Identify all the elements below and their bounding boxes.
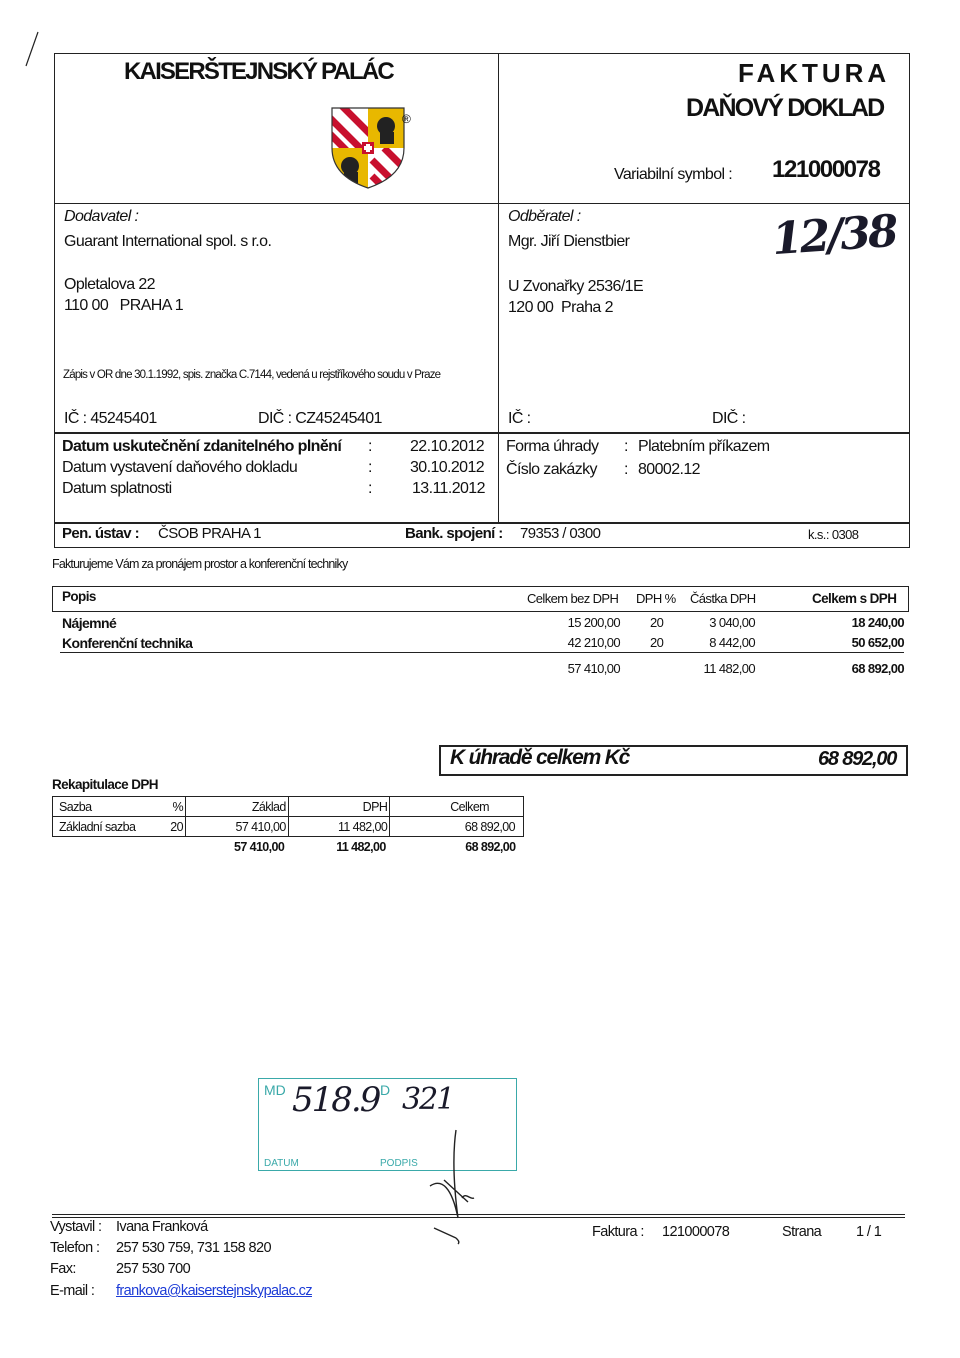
variable-symbol-label: Variabilní symbol : [614, 166, 733, 183]
vat-header-percent: % [157, 797, 186, 817]
payment-list [506, 438, 906, 484]
payment-value: 80002.12 [638, 461, 700, 478]
stamp-signature-label: PODPIS [380, 1158, 418, 1169]
issued-by-value: Ivana Franková [116, 1219, 208, 1235]
item-net: 42 210,00 [567, 635, 620, 650]
bank-name: ČSOB PRAHA 1 [158, 525, 261, 542]
footer-invoice-value: 121000078 [662, 1224, 730, 1240]
vat-header-total: Celkem [390, 797, 524, 817]
handwritten-invoice-number: 12/38 [770, 205, 898, 266]
vat-header-vat: DPH [288, 797, 390, 817]
stamp-d-label: D [380, 1082, 391, 1098]
fax-label: Fax: [50, 1261, 76, 1277]
vat-total-total: 68 892,00 [465, 839, 516, 854]
phone-value: 257 530 759, 731 158 820 [116, 1240, 271, 1256]
footer-rule-2 [52, 1217, 905, 1218]
date-row [62, 459, 492, 480]
header-divider-vertical [498, 53, 499, 433]
variable-symbol-value: 121000078 [772, 156, 880, 183]
vat-total-base: 57 410,00 [234, 839, 285, 854]
vat-recap-table [52, 796, 524, 857]
date-label: Datum splatnosti [62, 480, 172, 497]
vat-header-rate: Sazba [53, 797, 158, 817]
footer-rule [52, 1214, 905, 1215]
table-row [53, 817, 524, 837]
date-row [62, 480, 492, 501]
vat-recap-title: Rekapitulace DPH [52, 777, 158, 792]
payment-label: Forma úhrady [506, 438, 599, 455]
customer-name: Mgr. Jiří Dienstbier [508, 233, 630, 250]
supplier-dic: DIČ : CZ45245401 [258, 410, 382, 427]
supplier-heading: Dodavatel : [64, 208, 139, 225]
supplier-name: Guarant International spol. s r.o. [64, 233, 272, 250]
pen-stroke-mark [22, 30, 42, 70]
vat-total-vat: 11 482,00 [336, 839, 386, 854]
vat-row-total: 68 892,00 [390, 817, 524, 837]
item-net: 15 200,00 [567, 615, 620, 630]
customer-city: 120 00 Praha 2 [508, 299, 613, 316]
item-vat-rate: 20 [650, 635, 664, 650]
date-value: 22.10.2012 [410, 438, 485, 455]
date-sep: : [368, 480, 373, 497]
item-vat-rate: 20 [650, 615, 664, 630]
payment-label: Číslo zakázky [506, 461, 597, 478]
fax-value: 257 530 700 [116, 1261, 191, 1277]
items-header-net: Celkem bez DPH [527, 591, 619, 606]
stamp-d-value: 321 [402, 1082, 454, 1117]
stamp-md-label: MD [264, 1082, 286, 1098]
issued-by-label: Vystavil : [50, 1219, 102, 1235]
total-vat: 11 482,00 [703, 661, 755, 676]
customer-dic: DIČ : [712, 410, 746, 427]
total-due-label: K úhradě celkem Kč [450, 746, 630, 769]
table-row [60, 615, 908, 635]
supplier-ic: IČ : 45245401 [64, 410, 157, 427]
total-due-value: 68 892,00 [818, 748, 897, 770]
total-net: 57 410,00 [567, 661, 620, 676]
table-row [53, 837, 524, 857]
payment-row [506, 461, 906, 484]
date-value: 13.11.2012 [412, 480, 485, 497]
item-vat-amount: 3 040,00 [709, 615, 755, 630]
registered-mark: ® [402, 112, 411, 126]
vat-row-vat: 11 482,00 [288, 817, 390, 837]
customer-street: U Zvonařky 2536/1E [508, 278, 644, 295]
handwritten-signature [422, 1128, 482, 1248]
date-row [62, 438, 492, 459]
bank-account: 79353 / 0300 [520, 525, 601, 542]
items-rows [60, 615, 908, 655]
items-header-description: Popis [62, 589, 96, 604]
vat-total-empty [157, 837, 186, 857]
total-gross: 68 892,00 [851, 661, 904, 676]
phone-label: Telefon : [50, 1240, 100, 1256]
dates-list [62, 438, 492, 501]
stamp-md-value: 518.9 [292, 1080, 380, 1120]
payment-row [506, 438, 906, 461]
email-label: E-mail : [50, 1283, 95, 1299]
invoice-description: Fakturujeme Vám za pronájem prostor a konferenční techniky [52, 557, 348, 571]
items-header-box [52, 586, 909, 612]
supplier-street: Opletalova 22 [64, 276, 155, 293]
item-description: Konferenční technika [62, 635, 193, 651]
vat-row-percent: 20 [157, 817, 186, 837]
vat-header-base: Základ [186, 797, 289, 817]
vat-row-rate: Základní sazba [53, 817, 158, 837]
date-value: 30.10.2012 [410, 459, 485, 476]
payment-sep: : [624, 461, 629, 478]
bank-label: Pen. ústav : [62, 525, 139, 542]
item-vat-amount: 8 442,00 [709, 635, 755, 650]
footer-page-label: Strana [782, 1224, 822, 1240]
footer-invoice-label: Faktura : [592, 1224, 644, 1240]
customer-heading: Odběratel : [508, 208, 581, 225]
items-underline [60, 652, 904, 653]
date-sep: : [368, 438, 373, 455]
vat-total-empty [53, 837, 158, 857]
customer-ic: IČ : [508, 410, 531, 427]
company-name: KAISERŠTEJNSKÝ PALÁC [124, 58, 393, 85]
date-sep: : [368, 459, 373, 476]
payment-value: Platebním příkazem [638, 438, 770, 455]
items-header-vat-amount: Částka DPH [690, 591, 756, 606]
supplier-city: 110 00 PRAHA 1 [64, 297, 184, 314]
supplier-register-note: Zápis v OR dne 30.1.1992, spis. značka C.7144, vedená u rejstříkového soudu v Praze [63, 369, 441, 381]
item-description: Nájemné [62, 615, 117, 631]
dates-divider-vertical [498, 433, 499, 523]
footer-page-value: 1 / 1 [856, 1224, 882, 1240]
date-label: Datum vystavení daňového dokladu [62, 459, 298, 476]
header-divider-horizontal [54, 203, 910, 204]
table-row [53, 797, 524, 817]
bank-ks: k.s.: 0308 [808, 527, 859, 542]
document-title: FAKTURA [738, 58, 891, 88]
items-header-gross: Celkem s DPH [812, 591, 897, 606]
item-gross: 18 240,00 [851, 615, 904, 630]
item-gross: 50 652,00 [851, 635, 904, 650]
payment-sep: : [624, 438, 629, 455]
items-header-vat-rate: DPH % [636, 591, 676, 606]
date-label: Datum uskutečnění zdanitelného plnění [62, 438, 342, 455]
items-totals [60, 661, 908, 681]
stamp-date-label: DATUM [264, 1158, 299, 1169]
document-subtitle: DAŇOVÝ DOKLAD [686, 94, 884, 122]
email-link[interactable]: frankova@kaiserstejnskypalac.cz [116, 1283, 312, 1299]
vat-row-base: 57 410,00 [186, 817, 289, 837]
bank-connection-label: Bank. spojení : [405, 525, 503, 542]
